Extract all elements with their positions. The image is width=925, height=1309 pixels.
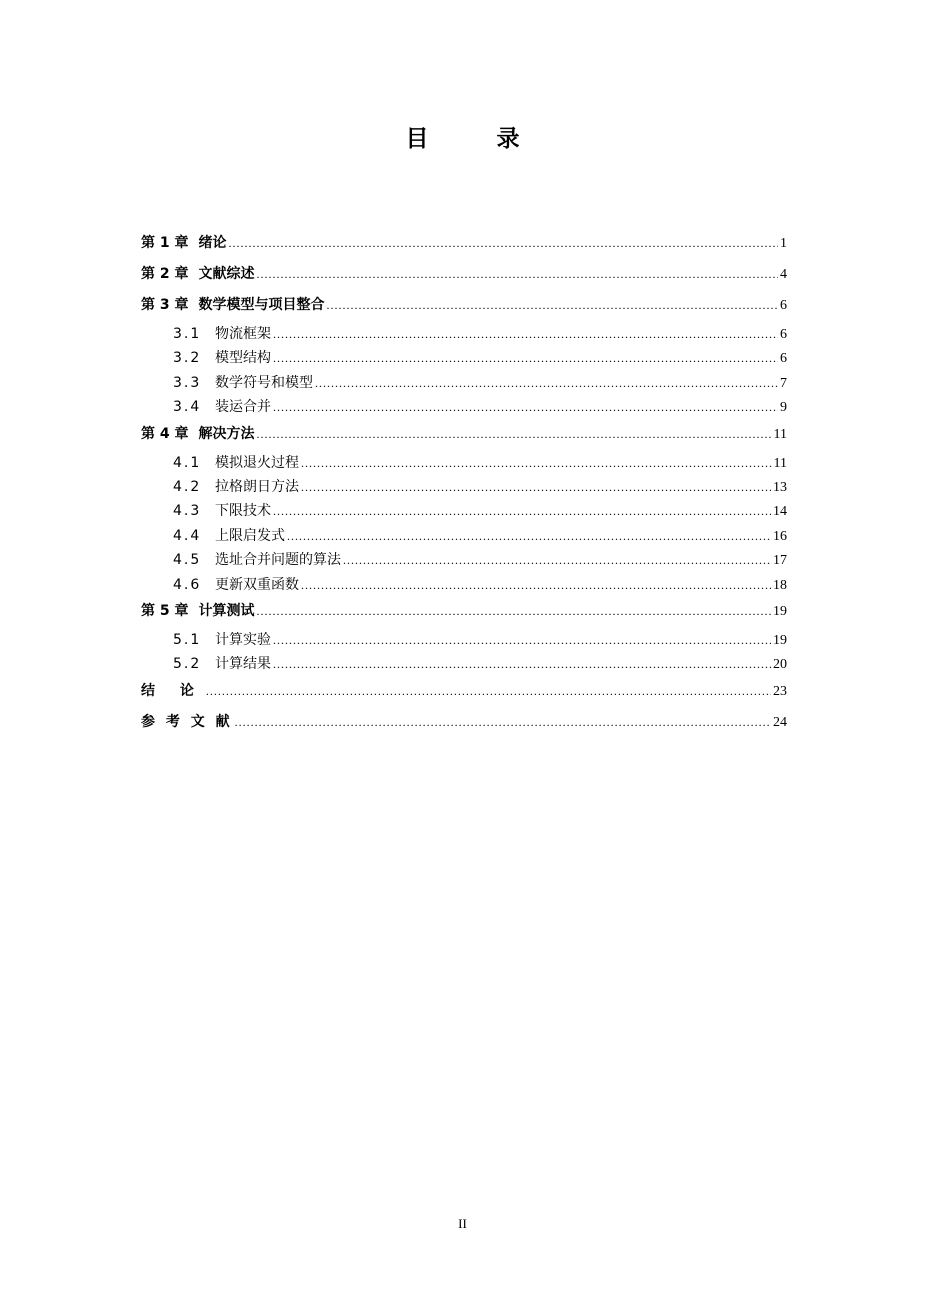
toc-entry-number: 5.1 [173, 631, 202, 648]
toc-entry-label: 上限启发式 [215, 527, 285, 544]
toc-entry-page: 18 [773, 577, 787, 593]
toc-entry-section-3-1[interactable] [141, 322, 787, 346]
toc-entry-page: 23 [773, 683, 787, 699]
toc-entry-number: 第 5 章 [141, 602, 189, 619]
toc-entry-section-4-6[interactable] [141, 573, 787, 597]
toc-entry-label: 下限技术 [215, 503, 271, 520]
toc-entry-number: 4.1 [173, 454, 202, 471]
table-of-contents [141, 229, 787, 739]
toc-entry-references[interactable] [141, 708, 787, 739]
toc-leader-dots [315, 371, 778, 395]
toc-entry-label: 计算测试 [198, 602, 255, 619]
toc-entry-label: 数学符号和模型 [215, 374, 313, 391]
toc-entry-section-3-2[interactable] [141, 346, 787, 370]
toc-leader-dots [301, 451, 772, 475]
toc-entry-number: 4.2 [173, 478, 202, 495]
toc-entry-number: 5.2 [173, 656, 202, 673]
toc-entry-label: 计算结果 [215, 656, 271, 673]
page-title: 目 录 [405, 126, 550, 152]
toc-leader-dots [257, 420, 772, 448]
toc-entry-page: 6 [780, 327, 787, 342]
toc-entry-section-4-4[interactable] [141, 524, 787, 548]
toc-entry-page: 14 [773, 504, 787, 520]
toc-entry-chapter-3[interactable] [141, 291, 787, 322]
toc-leader-dots [206, 677, 771, 705]
toc-entry-number: 第 3 章 [141, 297, 189, 313]
toc-entry-label: 更新双重函数 [215, 576, 299, 593]
toc-entry-label: 计算实验 [215, 631, 271, 648]
toc-entry-page: 19 [773, 632, 787, 648]
toc-entry-page: 16 [773, 528, 787, 544]
toc-entry-page: 13 [773, 479, 787, 495]
toc-leader-dots [301, 573, 771, 597]
toc-entry-number: 3.3 [173, 374, 202, 391]
toc-leader-dots [301, 475, 771, 499]
toc-entry-label: 解决方法 [198, 425, 255, 442]
toc-entry-page: 19 [773, 603, 787, 619]
toc-leader-dots [327, 291, 779, 319]
toc-entry-label: 数学模型与项目整合 [198, 297, 325, 313]
toc-entry-label: 文献综述 [198, 266, 255, 282]
toc-entry-label: 结 论 [141, 682, 204, 699]
toc-entry-number: 第 2 章 [141, 266, 189, 282]
toc-entry-number: 4.5 [173, 552, 202, 569]
toc-entry-number: 3.1 [173, 326, 202, 342]
toc-entry-section-5-1[interactable] [141, 628, 787, 652]
toc-entry-page: 6 [780, 298, 787, 313]
toc-leader-dots [273, 499, 771, 523]
toc-leader-dots [257, 260, 779, 288]
toc-entry-label: 绪论 [198, 235, 227, 251]
toc-leader-dots [343, 548, 771, 572]
toc-entry-label: 拉格朗日方法 [215, 478, 299, 495]
toc-entry-label: 物流框架 [215, 326, 271, 342]
toc-entry-page: 9 [780, 400, 787, 416]
toc-entry-section-3-3[interactable] [141, 371, 787, 395]
toc-entry-page: 11 [773, 455, 787, 471]
toc-entry-page: 20 [773, 657, 787, 673]
toc-entry-section-5-2[interactable] [141, 652, 787, 676]
toc-leader-dots [273, 346, 778, 370]
toc-entry-section-4-2[interactable] [141, 475, 787, 499]
toc-entry-number: 4.6 [173, 576, 202, 593]
toc-entry-page: 7 [780, 375, 787, 391]
toc-entry-page: 6 [780, 351, 787, 367]
toc-entry-page: 24 [773, 714, 787, 730]
toc-entry-chapter-2[interactable] [141, 260, 787, 291]
toc-leader-dots [273, 395, 778, 419]
toc-entry-label: 装运合并 [215, 399, 271, 416]
toc-leader-dots [273, 652, 771, 676]
toc-entry-conclusion[interactable] [141, 677, 787, 708]
toc-leader-dots [257, 597, 772, 625]
toc-entry-number: 3.2 [173, 350, 202, 367]
toc-entry-label: 选址合并问题的算法 [215, 552, 341, 569]
toc-entry-label: 模拟退火过程 [215, 454, 299, 471]
toc-entry-chapter-4[interactable] [141, 420, 787, 451]
toc-entry-page: 1 [780, 236, 787, 251]
toc-leader-dots [229, 229, 779, 257]
toc-entry-chapter-5[interactable] [141, 597, 787, 628]
toc-entry-number: 3.4 [173, 399, 202, 416]
toc-entry-number: 4.3 [173, 503, 202, 520]
page-number: II [458, 1216, 467, 1231]
toc-entry-chapter-1[interactable] [141, 229, 787, 260]
toc-entry-number: 4.4 [173, 527, 202, 544]
toc-entry-label: 参 考 文 献 [141, 713, 233, 730]
toc-entry-number: 第 1 章 [141, 235, 189, 251]
toc-entry-number: 第 4 章 [141, 425, 189, 442]
toc-entry-page: 11 [773, 426, 787, 442]
toc-entry-page: 17 [773, 553, 787, 569]
toc-entry-section-4-3[interactable] [141, 499, 787, 523]
toc-entry-label: 模型结构 [215, 350, 271, 367]
toc-entry-section-3-4[interactable] [141, 395, 787, 419]
toc-leader-dots [273, 628, 771, 652]
toc-leader-dots [287, 524, 771, 548]
toc-leader-dots [273, 322, 778, 346]
toc-entry-section-4-1[interactable] [141, 451, 787, 475]
toc-entry-section-4-5[interactable] [141, 548, 787, 572]
toc-leader-dots [235, 708, 771, 736]
toc-entry-page: 4 [780, 267, 787, 282]
